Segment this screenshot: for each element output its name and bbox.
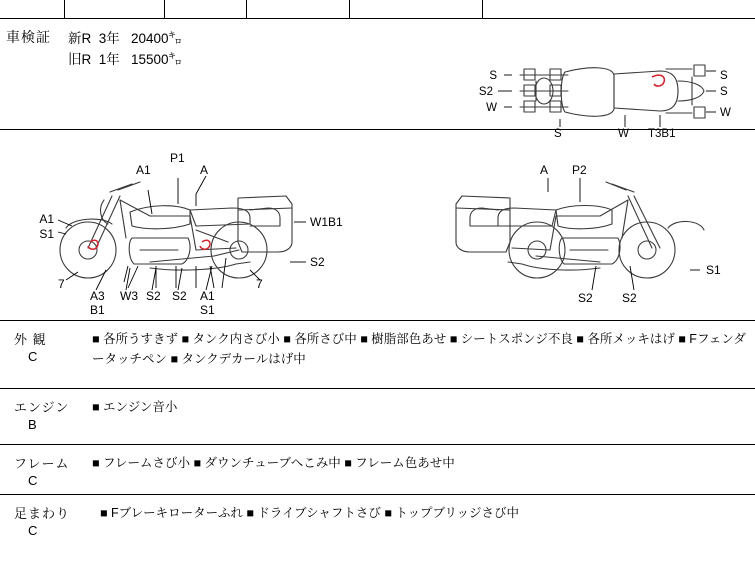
inspection-row-label: 車検証	[6, 29, 51, 45]
label-top-S-right: S	[720, 70, 728, 82]
condition-category-frame: フレーム	[14, 456, 70, 471]
condition-grade-chassis: C	[28, 523, 38, 538]
condition-row-engine	[0, 388, 755, 444]
condition-text-engine: ■ エンジン音小	[92, 400, 178, 414]
label-top-S-bottom: S	[554, 128, 562, 140]
label-left-S1-rear: S1	[200, 303, 215, 317]
label-top-T3B1: T3B1	[648, 128, 676, 140]
label-top-S-right2: S	[720, 86, 728, 98]
condition-grade-exterior: C	[28, 349, 38, 364]
label-left-S1-front: S1	[39, 227, 54, 241]
label-left-B1: B1	[90, 303, 105, 317]
inspection-certificate-block	[0, 19, 755, 140]
label-left-7-rear: 7	[256, 277, 263, 291]
top-view-diagram	[0, 19, 755, 140]
condition-row-exterior	[0, 320, 755, 388]
label-right-S2-b: S2	[622, 291, 637, 305]
top-table-row	[0, 0, 755, 19]
table-divider	[246, 0, 247, 18]
label-left-S2-b: S2	[172, 289, 187, 303]
condition-category-exterior: 外 観	[14, 332, 47, 347]
inspection-line-old: 旧R 1年 15500㌔	[68, 52, 183, 67]
label-left-W1B1: W1B1	[310, 215, 343, 229]
label-right-A: A	[540, 163, 549, 177]
label-left-S2-right: S2	[310, 255, 325, 269]
condition-category-chassis: 足まわり	[14, 506, 71, 521]
condition-grade-frame: C	[28, 473, 38, 488]
condition-category-engine: エンジン	[14, 400, 70, 415]
side-view-diagrams	[0, 130, 755, 320]
label-left-P1: P1	[170, 151, 185, 165]
label-top-W-bottom: W	[618, 128, 629, 140]
label-left-S2-a: S2	[146, 289, 161, 303]
table-divider	[164, 0, 165, 18]
label-left-A3: A3	[90, 289, 105, 303]
label-left-A1-front: A1	[39, 212, 54, 226]
condition-grade-engine: B	[28, 417, 37, 432]
label-left-7-front: 7	[58, 277, 65, 291]
condition-text-chassis: ■ Fブレーキローターふれ ■ ドライブシャフトさび ■ トップブリッジさび中	[100, 506, 520, 520]
inspection-line-new: 新R 3年 20400㌔	[68, 31, 183, 46]
label-right-P2: P2	[572, 163, 587, 177]
table-divider	[64, 0, 65, 18]
condition-text-frame: ■ フレームさび小 ■ ダウンチューブへこみ中 ■ フレーム色あせ中	[92, 456, 455, 470]
label-top-W-left: W	[486, 102, 497, 114]
label-right-S2-a: S2	[578, 291, 593, 305]
condition-row-frame	[0, 444, 755, 494]
condition-row-chassis	[0, 494, 755, 561]
label-top-S-left: S	[489, 70, 497, 82]
label-left-A1-top: A1	[136, 163, 151, 177]
condition-text-exterior: ■ 各所うすきず ■ タンク内さび小 ■ 各所さび中 ■ 樹脂部色あせ ■ シートスポンジ不良 ■ 各所メッキはげ ■ Fフェンダータッチペン ■ タンクデカールはげ中	[92, 332, 746, 366]
label-right-S1: S1	[706, 263, 721, 277]
label-top-W-right: W	[720, 107, 731, 119]
table-divider	[482, 0, 483, 18]
label-left-W3: W3	[120, 289, 138, 303]
label-top-S2-left: S2	[478, 86, 493, 98]
label-left-A1-rear: A1	[200, 289, 215, 303]
motorcycle-side-views	[0, 130, 755, 320]
table-divider	[349, 0, 350, 18]
label-left-A: A	[200, 163, 209, 177]
